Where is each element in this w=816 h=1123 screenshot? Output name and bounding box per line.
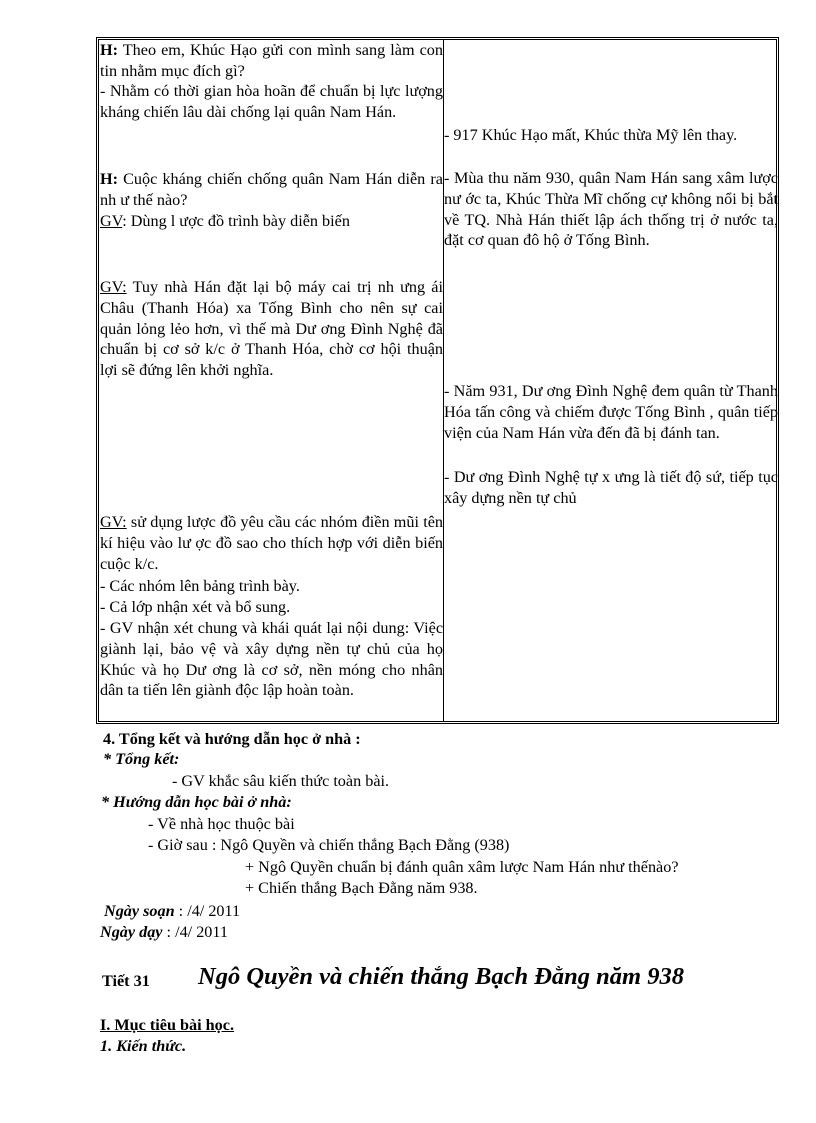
huongdan-label: * Hướng dẫn học bài ở nhà: (101, 793, 292, 811)
summary-heading: 4. Tổng kết và hướng dẫn học ở nhà : (103, 730, 361, 748)
huongdan-item-3: + Ngô Quyền chuẩn bị đánh quân xâm lược Nam Hán như thếnào? (245, 858, 679, 876)
huongdan-item-1: - Về nhà học thuộc bài (148, 815, 295, 833)
left-gv-1: GV: Dùng l ược đồ trình bày diễn biến (100, 212, 350, 230)
left-answer-1: - Nhằm có thời gian hòa hoãn để chuẩn bị lực lượng kháng chiến lâu dài chống lại quân Nam Hán. (100, 82, 443, 121)
left-question-2: H: Cuộc kháng chiến chống quân Nam Hán diễn ra nh ư thế nào? (100, 170, 443, 209)
tongket-item: - GV khắc sâu kiến thức toàn bài. (172, 772, 390, 790)
lesson-number: Tiết 31 (102, 972, 150, 990)
objectives-heading: I. Mục tiêu bài học. (100, 1016, 234, 1034)
date-day: Ngày dạy : /4/ 2011 (100, 923, 228, 941)
right-item-917: - 917 Khúc Hạo mất, Khúc thừa Mỹ lên thay. (444, 126, 738, 144)
left-item-conclusion: - GV nhận xét chung và khái quát lại nội dung: Việc giành lại, bảo vệ và xây dựng nền tự chủ của họ Khúc và họ Dư ơng là cơ sở, nền móng cho nhân dân ta tiến lên giành độc lập hoàn toàn. (100, 619, 443, 700)
right-item-tietdosu: - Dư ơng Đình Nghệ tự x ưng là tiết độ sứ, tiếp tục xây dựng nền tự chủ (444, 468, 778, 507)
huongdan-item-2: - Giờ sau : Ngô Quyền và chiến thắng Bạch Đằng (938) (148, 836, 510, 854)
right-item-931: - Năm 931, Dư ơng Đình Nghệ đem quân từ Thanh Hóa tấn công và chiếm được Tống Bình , quân tiếp viện của Nam Hán vừa đến đã bị đánh tan. (444, 382, 778, 442)
left-item-present: - Các nhóm lên bảng trình bày. (100, 577, 300, 595)
objectives-sub: 1. Kiến thức. (100, 1037, 187, 1055)
left-question-1: H: Theo em, Khúc Hạo gửi con mình sang làm con tin nhằm mục đích gì? (100, 41, 443, 80)
left-gv-3: GV: sử dụng lược đồ yêu cầu các nhóm điền mũi tên kí hiệu vào lư ợc đồ sao cho thích hợp với diễn biến cuộc k/c. (100, 513, 443, 573)
date-soan: Ngày soạn : /4/ 2011 (104, 902, 241, 920)
tongket-label: * Tổng kết: (103, 750, 180, 768)
left-gv-2: GV: Tuy nhà Hán đặt lại bộ máy cai trị nh ưng ái Châu (Thanh Hóa) xa Tống Bình cho nên sự cai quản lỏng lẻo hơn, vì thế mà Dư ơng Đình Nghệ đã chuẩn bị cơ sở k/c ở Thanh Hóa, chờ cơ hội thuận lợi sẽ đứng lên khởi nghĩa. (100, 278, 443, 380)
lesson-title: Ngô Quyền và chiến thắng Bạch Đằng năm 938 (198, 963, 684, 990)
right-item-930: - Mùa thu năm 930, quân Nam Hán sang xâm lược nư ớc ta, Khúc Thừa Mĩ chống cự không nổi bị bắt về TQ. Nhà Hán thiết lập ách thống trị ở nước ta, đặt cơ quan đô hộ ở Tống Bình. (444, 169, 778, 250)
huongdan-item-4: + Chiến thắng Bạch Đằng năm 938. (245, 879, 478, 897)
left-item-review: - Cả lớp nhận xét và bổ sung. (100, 598, 291, 616)
lesson-table (96, 37, 779, 724)
